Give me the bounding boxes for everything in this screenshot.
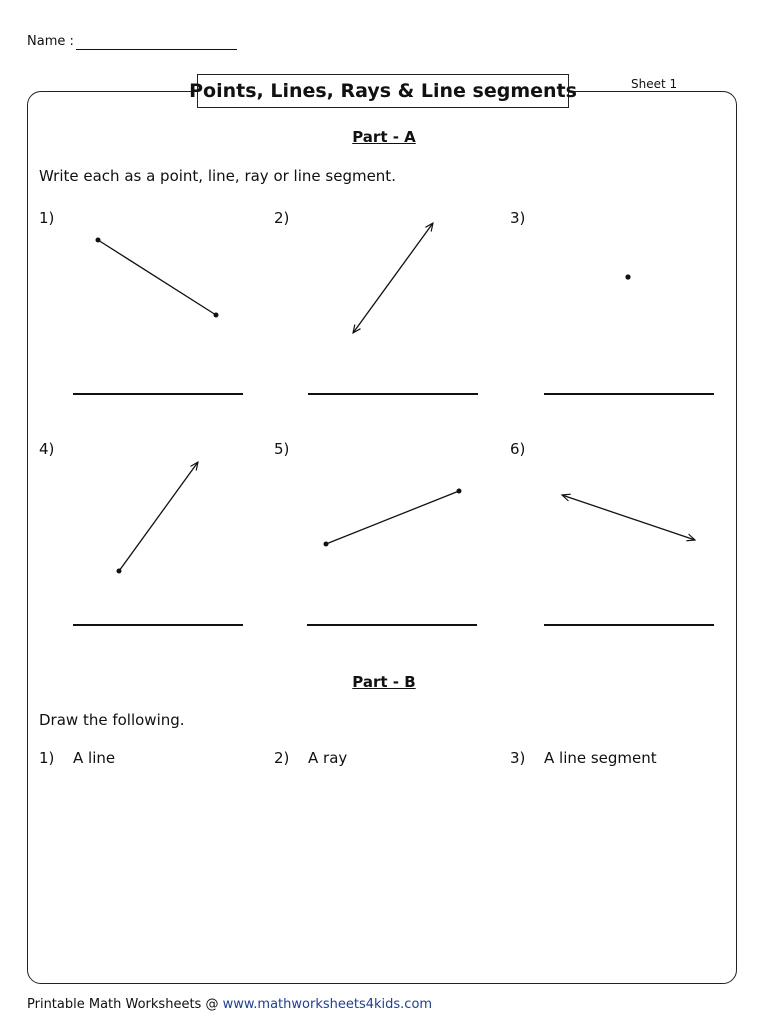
item-6-number: 6) [510, 440, 526, 458]
footer [27, 997, 432, 1012]
part-a-instruction: Write each as a point, line, ray or line segment. [39, 167, 396, 185]
footer-url-link[interactable]: www.mathworksheets4kids.com [222, 997, 433, 1012]
draw-item-2 [274, 749, 347, 767]
draw-item-1-number: 1) [39, 749, 55, 767]
item-3-number: 3) [510, 209, 526, 227]
draw-item-1-label: A line [73, 749, 116, 767]
item-4-number: 4) [39, 440, 55, 458]
footer-prefix: Printable Math Worksheets @ [27, 997, 219, 1012]
part-b-instruction: Draw the following. [39, 711, 185, 729]
figure-6-line [562, 495, 695, 540]
draw-item-1 [39, 749, 115, 767]
item-1-number: 1) [39, 209, 55, 227]
figure-1-line-segment [96, 238, 219, 318]
draw-item-2-number: 2) [274, 749, 290, 767]
part-b-title: Part - B [352, 673, 416, 691]
name-label: Name : [27, 34, 74, 49]
sheet-number: Sheet 1 [631, 77, 678, 91]
draw-item-2-label: A ray [308, 749, 348, 767]
draw-item-3 [510, 749, 657, 767]
figure-3-point [625, 274, 630, 279]
worksheet-title: Points, Lines, Rays & Line segments [197, 74, 569, 108]
item-2-number: 2) [274, 209, 290, 227]
part-a-title: Part - A [352, 128, 416, 146]
item-5-number: 5) [274, 440, 290, 458]
figure-4-ray [117, 462, 199, 574]
draw-item-3-number: 3) [510, 749, 526, 767]
draw-item-3-label: A line segment [544, 749, 657, 767]
figure-2-line [353, 223, 433, 333]
figure-5-line-segment [324, 489, 462, 547]
